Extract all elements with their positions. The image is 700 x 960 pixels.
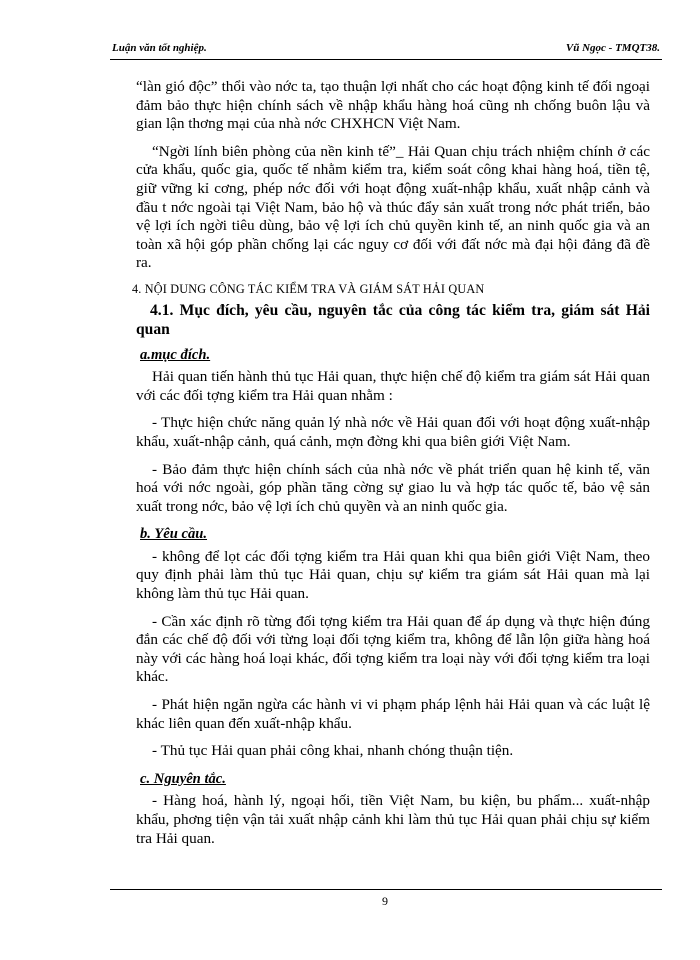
document-body	[132, 78, 650, 857]
section-4-1-heading: 4.1. Mục đích, yêu cầu, nguyên tắc của công tác kiểm tra, giám sát Hải quan	[136, 301, 650, 338]
purpose-heading: a.mục đích.	[140, 346, 211, 363]
header-rule	[110, 59, 662, 60]
paragraph-border-guard: “Ngời lính biên phòng của nền kinh tế”_ Hải Quan chịu trách nhiệm chính ở các cửa khẩu, quốc gia, quốc tế nhằm kiểm tra, kiểm soát công khai hàng hoá, tiền tệ, giữ vững kỉ cơng, phép nớc đối với hoạt động xuất-nhập khẩu, xuất nhập cảnh và đầu t nớc ngoài tại Việt Nam, bảo hộ và thúc đẩy sản xuất trong nớc phát triển, bảo vệ lợi ích ngời tiêu dùng, bảo vệ lợi ích chủ quyền kinh tế, an ninh quốc gia và an toàn xã hội góp phần chống lại các nguy cơ đối với đất nớc mà đại hội đảng đã đề ra.	[136, 142, 650, 272]
requirements-bullet-4: - Thủ tục Hải quan phải công khai, nhanh chóng thuận tiện.	[152, 742, 514, 760]
header-author: Vũ Ngọc - TMQT38.	[565, 42, 660, 54]
footer-rule	[110, 889, 662, 890]
requirements-bullet-3: - Phát hiện ngăn ngừa các hành vi vi phạm pháp lệnh hải Hải quan và các luật lệ khác liên quan đến xuất-nhập khẩu.	[136, 696, 650, 732]
purpose-intro: Hải quan tiến hành thủ tục Hải quan, thực hiện chế độ kiểm tra giám sát Hải quan với các đối tợng kiểm tra Hải quan nhằm :	[136, 368, 650, 404]
page-number: 9	[382, 894, 388, 908]
section-4-heading: 4. NỘI DUNG CÔNG TÁC KIỂM TRA VÀ GIÁM SÁT HẢI QUAN	[132, 281, 485, 296]
header-thesis-title: Luận văn tốt nghiệp.	[112, 42, 207, 54]
requirements-bullet-1: - không để lọt các đối tợng kiểm tra Hải quan khi qua biên giới Việt Nam, theo quy định phải làm thủ tục Hải quan, chịu sự kiểm tra giám sát Hải quan mà lại không làm thủ tục Hải quan.	[136, 547, 650, 603]
requirements-heading: b. Yêu cầu.	[140, 526, 208, 543]
principles-bullet-1: - Hàng hoá, hành lý, ngoại hối, tiền Việt Nam, bu kiện, bu phẩm... xuất-nhập khẩu, phơng tiện vận tải xuất nhập cảnh khi làm thủ tục Hải quan phải chịu sự kiểm tra Hải quan.	[136, 792, 650, 847]
requirements-bullet-2: - Cần xác định rõ từng đối tợng kiểm tra Hải quan để áp dụng và thực hiện đúng đắn các chế độ đối với từng loại đối tợng kiểm tra, không để lẫn lộn giữa hàng hoá này với các hàng hoá loại khác, đối tợng kiểm tra loại này với đối tợng kiểm tra loại khác.	[136, 612, 650, 686]
page-header	[112, 42, 660, 58]
principles-heading: c. Nguyên tắc.	[140, 770, 226, 787]
paragraph-intro: “làn gió độc” thổi vào nớc ta, tạo thuận lợi nhất cho các hoạt động kinh tế đối ngoại đảm bảo thực hiện chính sách về nhập khẩu hàng hoá cũng nh chống buôn lậu và gian lận thơng mại của nhà nớc CHXHCN Việt Nam.	[136, 78, 650, 133]
purpose-bullet-2: - Bảo đảm thực hiện chính sách của nhà nớc về phát triển quan hệ kinh tế, văn hoá với nớc ngoài, góp phần tăng cờng sự giao lu và hợp tác quốc tế, bảo vệ sản xuất trong nớc, bảo vệ lợi ích chủ quyền và an ninh quốc gia.	[136, 460, 650, 515]
purpose-bullet-1: - Thực hiện chức năng quản lý nhà nớc về Hải quan đối với hoạt động xuất-nhập khẩu, xuất-nhập cảnh, quá cảnh, mợn đờng khi qua biên giới Việt Nam.	[136, 414, 650, 450]
